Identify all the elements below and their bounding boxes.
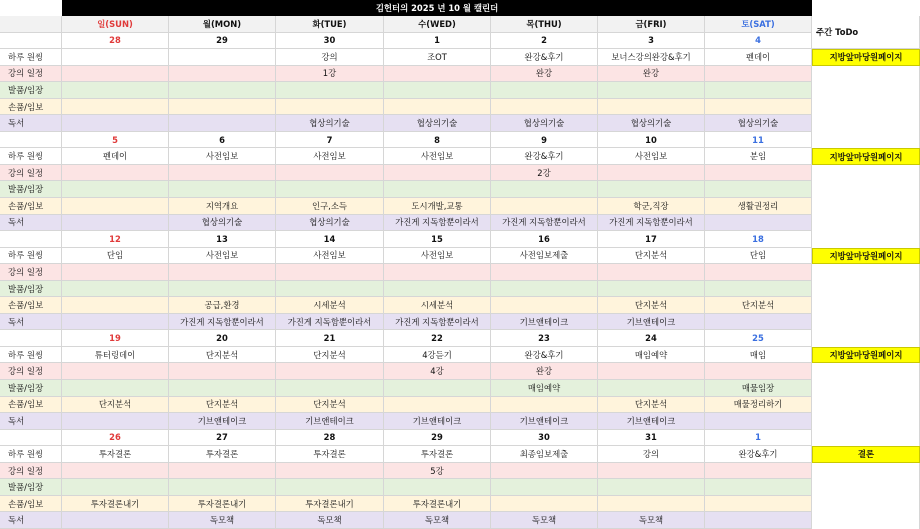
week-2-daily-onething-cell[interactable]: 단임 — [705, 248, 812, 265]
week-1-date-4: 9 — [491, 132, 598, 149]
week-3-reading-cell[interactable]: 기브앤테이크 — [491, 413, 598, 430]
week-3-reading-cell[interactable]: 기브앤테이크 — [276, 413, 384, 430]
week-2-reading-cell[interactable]: 가진게 지독함뿐이라서 — [276, 314, 384, 331]
week-2-todo-blank — [812, 314, 920, 331]
week-2-online-research-cell[interactable]: 시세분석 — [384, 297, 491, 314]
week-3-online-research-cell[interactable]: 단지분석 — [62, 397, 169, 414]
day-header-1: 월(MON) — [169, 16, 276, 33]
week-0-daily-onething-cell[interactable]: 보너스강의완강&후기 — [598, 49, 705, 66]
week-1-date-5: 10 — [598, 132, 705, 149]
week-1-reading-cell[interactable]: 가진게 지독함뿐이라서 — [598, 215, 705, 232]
week-1-field-visit-cell[interactable] — [62, 181, 169, 198]
week-3-todo-blank — [812, 363, 920, 380]
week-0-online-research-cell[interactable] — [62, 99, 169, 116]
week-3-todo-blank — [812, 413, 920, 430]
day-header-2: 화(TUE) — [276, 16, 384, 33]
week-0-daily-onething-cell[interactable]: 강의 — [276, 49, 384, 66]
week-4-todo-blank — [812, 479, 920, 496]
row-label-reading: 독서 — [0, 314, 62, 331]
row-label-lecture-schedule: 강의 일정 — [0, 264, 62, 281]
week-0-field-visit-cell[interactable] — [705, 82, 812, 99]
week-3-online-research-cell[interactable] — [384, 397, 491, 414]
week-3-daily-onething-cell[interactable]: 단지분석 — [276, 347, 384, 364]
week-3-daily-onething-cell[interactable]: 튜터링데이 — [62, 347, 169, 364]
week-3-lecture-schedule-cell[interactable] — [62, 363, 169, 380]
week-4-todo-blank — [812, 512, 920, 529]
week-2-reading-cell[interactable]: 기브앤테이크 — [491, 314, 598, 331]
row-label-reading: 독서 — [0, 512, 62, 529]
week-1-lecture-schedule-cell[interactable]: 2강 — [491, 165, 598, 182]
week-3-reading-cell[interactable]: 기브앤테이크 — [169, 413, 276, 430]
week-4-date-5: 31 — [598, 430, 705, 447]
week-3-daily-onething-cell[interactable]: 매임예약 — [598, 347, 705, 364]
week-0-todo-blank — [812, 66, 920, 83]
week-2-date-1: 13 — [169, 231, 276, 248]
week-3-daily-onething-cell[interactable]: 단지분석 — [169, 347, 276, 364]
week-0-todo-blank — [812, 115, 920, 132]
week-2-online-research-cell[interactable]: 공급,환경 — [169, 297, 276, 314]
week-0-todo-blank — [812, 99, 920, 116]
week-1-reading-cell[interactable]: 협상의기술 — [276, 215, 384, 232]
row-label-online-research: 손품/임보 — [0, 198, 62, 215]
week-1-field-visit-cell[interactable] — [169, 181, 276, 198]
week-2-reading-cell[interactable]: 가진게 지독함뿐이라서 — [169, 314, 276, 331]
week-1-online-research-cell[interactable]: 인구,소득 — [276, 198, 384, 215]
week-0-date-6: 4 — [705, 33, 812, 50]
week-2-field-visit-cell[interactable] — [705, 281, 812, 298]
week-1-daily-onething-cell[interactable]: 완강&후기 — [491, 148, 598, 165]
week-1-date-2: 7 — [276, 132, 384, 149]
week-0-reading-cell[interactable] — [169, 115, 276, 132]
week-1-online-research-cell[interactable]: 생활권정리 — [705, 198, 812, 215]
row-label-daily-onething: 하루 원씽 — [0, 347, 62, 364]
week-0-reading-cell[interactable]: 협상의기술 — [705, 115, 812, 132]
week-2-field-visit-cell[interactable] — [276, 281, 384, 298]
week-2-field-visit-cell[interactable] — [62, 281, 169, 298]
week-4-online-research-cell[interactable] — [491, 496, 598, 513]
week-2-daily-onething-cell[interactable]: 단임 — [62, 248, 169, 265]
week-4-daily-onething-cell[interactable]: 최종임보제출 — [491, 446, 598, 463]
week-3-date-corner — [0, 330, 62, 347]
week-3-date-5: 24 — [598, 330, 705, 347]
title-left-blank — [0, 0, 62, 16]
week-3-todo-blank — [812, 380, 920, 397]
week-2-lecture-schedule-cell[interactable] — [598, 264, 705, 281]
week-4-daily-onething-cell[interactable]: 투자결론 — [169, 446, 276, 463]
week-4-todo-blank — [812, 496, 920, 513]
week-4-daily-onething-cell[interactable]: 완강&후기 — [705, 446, 812, 463]
week-4-todo-item[interactable]: 결론 — [812, 446, 920, 463]
week-4-field-visit-cell[interactable] — [169, 479, 276, 496]
week-3-daily-onething-cell[interactable]: 완강&후기 — [491, 347, 598, 364]
week-4-lecture-schedule-cell[interactable] — [598, 463, 705, 480]
week-1-date-corner — [0, 132, 62, 149]
week-2-online-research-cell[interactable]: 시세분석 — [276, 297, 384, 314]
week-2-todo-blank — [812, 264, 920, 281]
week-3-field-visit-cell[interactable] — [169, 380, 276, 397]
week-1-daily-onething-cell[interactable]: 펜데이 — [62, 148, 169, 165]
week-3-field-visit-cell[interactable] — [598, 380, 705, 397]
week-3-lecture-schedule-cell[interactable] — [598, 363, 705, 380]
week-2-field-visit-cell[interactable] — [491, 281, 598, 298]
week-0-date-4: 2 — [491, 33, 598, 50]
week-3-lecture-schedule-cell[interactable]: 완강 — [491, 363, 598, 380]
row-label-daily-onething: 하루 원씽 — [0, 248, 62, 265]
week-4-online-research-cell[interactable] — [705, 496, 812, 513]
week-0-lecture-schedule-cell[interactable] — [169, 66, 276, 83]
week-1-daily-onething-cell[interactable]: 사전임보 — [598, 148, 705, 165]
row-label-lecture-schedule: 강의 일정 — [0, 363, 62, 380]
week-2-field-visit-cell[interactable] — [169, 281, 276, 298]
week-0-field-visit-cell[interactable] — [384, 82, 491, 99]
row-label-daily-onething: 하루 원씽 — [0, 446, 62, 463]
week-3-reading-cell[interactable] — [62, 413, 169, 430]
week-3-field-visit-cell[interactable]: 매임예약 — [491, 380, 598, 397]
week-1-daily-onething-cell[interactable]: 사전임보 — [169, 148, 276, 165]
week-4-lecture-schedule-cell[interactable] — [62, 463, 169, 480]
row-label-lecture-schedule: 강의 일정 — [0, 463, 62, 480]
week-2-lecture-schedule-cell[interactable] — [276, 264, 384, 281]
week-2-lecture-schedule-cell[interactable] — [384, 264, 491, 281]
week-4-date-1: 27 — [169, 430, 276, 447]
week-1-todo-blank — [812, 198, 920, 215]
week-2-lecture-schedule-cell[interactable] — [169, 264, 276, 281]
week-4-date-corner — [0, 430, 62, 447]
week-3-todo-item[interactable]: 지방앞마당원페이지 — [812, 347, 920, 364]
week-1-todo-spacer — [812, 132, 920, 149]
week-0-online-research-cell[interactable] — [384, 99, 491, 116]
week-2-lecture-schedule-cell[interactable] — [705, 264, 812, 281]
week-2-daily-onething-cell[interactable]: 사전임보 — [169, 248, 276, 265]
week-0-date-3: 1 — [384, 33, 491, 50]
week-2-date-5: 17 — [598, 231, 705, 248]
week-0-reading-cell[interactable]: 협상의기술 — [276, 115, 384, 132]
week-1-field-visit-cell[interactable] — [705, 181, 812, 198]
week-2-date-3: 15 — [384, 231, 491, 248]
week-3-todo-blank — [812, 397, 920, 414]
week-3-field-visit-cell[interactable] — [384, 380, 491, 397]
week-2-reading-cell[interactable]: 기브앤테이크 — [598, 314, 705, 331]
week-1-lecture-schedule-cell[interactable] — [62, 165, 169, 182]
row-label-field-visit: 발품/임장 — [0, 479, 62, 496]
week-0-online-research-cell[interactable] — [169, 99, 276, 116]
week-4-todo-spacer — [812, 430, 920, 447]
week-2-online-research-cell[interactable]: 단지분석 — [705, 297, 812, 314]
week-4-date-4: 30 — [491, 430, 598, 447]
week-1-date-6: 11 — [705, 132, 812, 149]
week-4-date-0: 26 — [62, 430, 169, 447]
row-label-field-visit: 발품/임장 — [0, 281, 62, 298]
week-3-daily-onething-cell[interactable]: 4강듣기 — [384, 347, 491, 364]
week-4-lecture-schedule-cell[interactable] — [705, 463, 812, 480]
week-1-field-visit-cell[interactable] — [384, 181, 491, 198]
week-2-reading-cell[interactable] — [705, 314, 812, 331]
weekly-todo-header: 주간 ToDo — [812, 16, 920, 49]
week-1-reading-cell[interactable] — [62, 215, 169, 232]
week-3-date-6: 25 — [705, 330, 812, 347]
day-header-4: 목(THU) — [491, 16, 598, 33]
week-4-lecture-schedule-cell[interactable] — [276, 463, 384, 480]
week-1-field-visit-cell[interactable] — [491, 181, 598, 198]
week-2-lecture-schedule-cell[interactable] — [491, 264, 598, 281]
week-2-reading-cell[interactable]: 가진게 지독함뿐이라서 — [384, 314, 491, 331]
week-0-online-research-cell[interactable] — [491, 99, 598, 116]
week-2-reading-cell[interactable] — [62, 314, 169, 331]
week-0-todo-blank — [812, 82, 920, 99]
week-0-reading-cell[interactable]: 협상의기술 — [598, 115, 705, 132]
week-4-reading-cell[interactable]: 독모책 — [169, 512, 276, 529]
row-label-online-research: 손품/임보 — [0, 496, 62, 513]
week-2-online-research-cell[interactable] — [62, 297, 169, 314]
week-0-date-corner — [0, 33, 62, 50]
week-2-todo-blank — [812, 297, 920, 314]
week-2-todo-item[interactable]: 지방앞마당원페이지 — [812, 248, 920, 265]
week-0-date-5: 3 — [598, 33, 705, 50]
row-label-lecture-schedule: 강의 일정 — [0, 165, 62, 182]
week-3-field-visit-cell[interactable]: 매물임장 — [705, 380, 812, 397]
week-3-online-research-cell[interactable]: 단지분석 — [169, 397, 276, 414]
week-4-reading-cell[interactable]: 독모책 — [384, 512, 491, 529]
week-2-field-visit-cell[interactable] — [384, 281, 491, 298]
week-1-online-research-cell[interactable]: 도시개발,교통 — [384, 198, 491, 215]
week-3-lecture-schedule-cell[interactable] — [276, 363, 384, 380]
week-1-date-0: 5 — [62, 132, 169, 149]
week-0-date-0: 28 — [62, 33, 169, 50]
row-label-field-visit: 발품/임장 — [0, 181, 62, 198]
week-2-date-corner — [0, 231, 62, 248]
week-0-online-research-cell[interactable] — [598, 99, 705, 116]
week-3-date-3: 22 — [384, 330, 491, 347]
week-0-field-visit-cell[interactable] — [491, 82, 598, 99]
row-label-field-visit: 발품/임장 — [0, 380, 62, 397]
week-4-daily-onething-cell[interactable]: 강의 — [598, 446, 705, 463]
week-2-date-6: 18 — [705, 231, 812, 248]
week-1-reading-cell[interactable] — [705, 215, 812, 232]
week-4-reading-cell[interactable]: 독모책 — [491, 512, 598, 529]
week-1-field-visit-cell[interactable] — [598, 181, 705, 198]
week-0-todo-item[interactable]: 지방앞마당원페이지 — [812, 49, 920, 66]
week-3-online-research-cell[interactable]: 단지분석 — [276, 397, 384, 414]
week-1-daily-onething-cell[interactable]: 사전임보 — [276, 148, 384, 165]
week-0-lecture-schedule-cell[interactable]: 완강 — [598, 66, 705, 83]
week-1-lecture-schedule-cell[interactable] — [276, 165, 384, 182]
week-4-todo-blank — [812, 463, 920, 480]
week-2-lecture-schedule-cell[interactable] — [62, 264, 169, 281]
week-4-online-research-cell[interactable]: 투자결론내기 — [62, 496, 169, 513]
week-2-date-2: 14 — [276, 231, 384, 248]
week-2-daily-onething-cell[interactable]: 단지분석 — [598, 248, 705, 265]
row-label-online-research: 손품/임보 — [0, 297, 62, 314]
week-2-daily-onething-cell[interactable]: 사전임보제출 — [491, 248, 598, 265]
week-4-lecture-schedule-cell[interactable] — [169, 463, 276, 480]
week-2-todo-spacer — [812, 231, 920, 248]
week-3-todo-spacer — [812, 330, 920, 347]
week-4-daily-onething-cell[interactable]: 투자결론 — [62, 446, 169, 463]
week-1-lecture-schedule-cell[interactable] — [169, 165, 276, 182]
week-4-online-research-cell[interactable]: 투자결론내기 — [384, 496, 491, 513]
week-3-reading-cell[interactable] — [705, 413, 812, 430]
week-0-online-research-cell[interactable] — [276, 99, 384, 116]
week-0-reading-cell[interactable]: 협상의기술 — [491, 115, 598, 132]
week-1-date-1: 6 — [169, 132, 276, 149]
week-4-field-visit-cell[interactable] — [276, 479, 384, 496]
week-4-reading-cell[interactable] — [62, 512, 169, 529]
week-0-field-visit-cell[interactable] — [62, 82, 169, 99]
row-label-online-research: 손품/임보 — [0, 397, 62, 414]
week-4-field-visit-cell[interactable] — [598, 479, 705, 496]
week-1-lecture-schedule-cell[interactable] — [705, 165, 812, 182]
week-4-lecture-schedule-cell[interactable]: 5강 — [384, 463, 491, 480]
week-0-reading-cell[interactable] — [62, 115, 169, 132]
week-1-online-research-cell[interactable]: 지역개요 — [169, 198, 276, 215]
week-0-online-research-cell[interactable] — [705, 99, 812, 116]
week-1-lecture-schedule-cell[interactable] — [384, 165, 491, 182]
week-1-lecture-schedule-cell[interactable] — [598, 165, 705, 182]
week-1-todo-blank — [812, 165, 920, 182]
row-label-reading: 독서 — [0, 413, 62, 430]
week-1-online-research-cell[interactable] — [62, 198, 169, 215]
week-3-daily-onething-cell[interactable]: 매임 — [705, 347, 812, 364]
title-right-blank — [812, 0, 920, 16]
day-header-6: 토(SAT) — [705, 16, 812, 33]
week-4-date-2: 28 — [276, 430, 384, 447]
week-2-todo-blank — [812, 281, 920, 298]
week-1-todo-item[interactable]: 지방앞마당원페이지 — [812, 148, 920, 165]
week-3-online-research-cell[interactable] — [491, 397, 598, 414]
week-1-todo-blank — [812, 181, 920, 198]
week-4-online-research-cell[interactable]: 투자결론내기 — [169, 496, 276, 513]
week-4-field-visit-cell[interactable] — [62, 479, 169, 496]
calendar-title: 김헌터의 2025 년 10 월 캘린더 — [62, 0, 812, 16]
week-4-date-6: 1 — [705, 430, 812, 447]
day-header-5: 금(FRI) — [598, 16, 705, 33]
week-4-field-visit-cell[interactable] — [491, 479, 598, 496]
week-0-lecture-schedule-cell[interactable] — [705, 66, 812, 83]
day-header-0: 일(SUN) — [62, 16, 169, 33]
week-1-reading-cell[interactable]: 가진게 지독함뿐이라서 — [384, 215, 491, 232]
week-0-lecture-schedule-cell[interactable]: 1강 — [276, 66, 384, 83]
week-4-field-visit-cell[interactable] — [705, 479, 812, 496]
week-0-lecture-schedule-cell[interactable] — [62, 66, 169, 83]
week-4-online-research-cell[interactable]: 투자결론내기 — [276, 496, 384, 513]
day-header-corner — [0, 16, 62, 33]
week-4-date-3: 29 — [384, 430, 491, 447]
row-label-reading: 독서 — [0, 115, 62, 132]
week-3-online-research-cell[interactable]: 단지분석 — [598, 397, 705, 414]
week-0-reading-cell[interactable]: 협상의기술 — [384, 115, 491, 132]
week-0-daily-onething-cell[interactable]: 완강&후기 — [491, 49, 598, 66]
week-3-reading-cell[interactable]: 기브앤테이크 — [384, 413, 491, 430]
week-2-online-research-cell[interactable]: 단지분석 — [598, 297, 705, 314]
week-4-online-research-cell[interactable] — [598, 496, 705, 513]
week-0-daily-onething-cell[interactable] — [62, 49, 169, 66]
week-1-reading-cell[interactable]: 가진게 지독함뿐이라서 — [491, 215, 598, 232]
week-3-reading-cell[interactable]: 기브앤테이크 — [598, 413, 705, 430]
week-1-daily-onething-cell[interactable]: 분임 — [705, 148, 812, 165]
week-0-field-visit-cell[interactable] — [276, 82, 384, 99]
week-4-lecture-schedule-cell[interactable] — [491, 463, 598, 480]
week-1-daily-onething-cell[interactable]: 사전임보 — [384, 148, 491, 165]
week-1-online-research-cell[interactable] — [491, 198, 598, 215]
week-0-daily-onething-cell[interactable] — [169, 49, 276, 66]
week-3-date-0: 19 — [62, 330, 169, 347]
week-0-field-visit-cell[interactable] — [598, 82, 705, 99]
week-1-date-3: 8 — [384, 132, 491, 149]
week-0-lecture-schedule-cell[interactable]: 완강 — [491, 66, 598, 83]
week-2-date-0: 12 — [62, 231, 169, 248]
week-4-daily-onething-cell[interactable]: 투자결론 — [384, 446, 491, 463]
row-label-field-visit: 발품/임장 — [0, 82, 62, 99]
week-1-todo-blank — [812, 215, 920, 232]
week-0-date-1: 29 — [169, 33, 276, 50]
week-0-daily-onething-cell[interactable]: 펜데이 — [705, 49, 812, 66]
week-4-field-visit-cell[interactable] — [384, 479, 491, 496]
row-label-online-research: 손품/임보 — [0, 99, 62, 116]
week-4-reading-cell[interactable]: 독모책 — [598, 512, 705, 529]
week-3-field-visit-cell[interactable] — [62, 380, 169, 397]
week-3-date-4: 23 — [491, 330, 598, 347]
week-2-online-research-cell[interactable] — [491, 297, 598, 314]
week-1-online-research-cell[interactable]: 학군,직장 — [598, 198, 705, 215]
row-label-daily-onething: 하루 원씽 — [0, 49, 62, 66]
week-2-field-visit-cell[interactable] — [598, 281, 705, 298]
week-2-date-4: 16 — [491, 231, 598, 248]
week-3-date-1: 20 — [169, 330, 276, 347]
week-4-reading-cell[interactable]: 독모책 — [276, 512, 384, 529]
week-0-field-visit-cell[interactable] — [169, 82, 276, 99]
week-4-reading-cell[interactable] — [705, 512, 812, 529]
row-label-daily-onething: 하루 원씽 — [0, 148, 62, 165]
week-0-lecture-schedule-cell[interactable] — [384, 66, 491, 83]
week-3-online-research-cell[interactable]: 매물정리하기 — [705, 397, 812, 414]
week-0-daily-onething-cell[interactable]: 조OT — [384, 49, 491, 66]
week-2-daily-onething-cell[interactable]: 사전임보 — [384, 248, 491, 265]
week-3-field-visit-cell[interactable] — [276, 380, 384, 397]
row-label-lecture-schedule: 강의 일정 — [0, 66, 62, 83]
week-3-lecture-schedule-cell[interactable]: 4강 — [384, 363, 491, 380]
week-1-field-visit-cell[interactable] — [276, 181, 384, 198]
week-3-lecture-schedule-cell[interactable] — [705, 363, 812, 380]
week-1-reading-cell[interactable]: 협상의기술 — [169, 215, 276, 232]
row-label-reading: 독서 — [0, 215, 62, 232]
day-header-3: 수(WED) — [384, 16, 491, 33]
week-4-daily-onething-cell[interactable]: 투자결론 — [276, 446, 384, 463]
week-3-date-2: 21 — [276, 330, 384, 347]
week-3-lecture-schedule-cell[interactable] — [169, 363, 276, 380]
week-0-date-2: 30 — [276, 33, 384, 50]
week-2-daily-onething-cell[interactable]: 사전임보 — [276, 248, 384, 265]
